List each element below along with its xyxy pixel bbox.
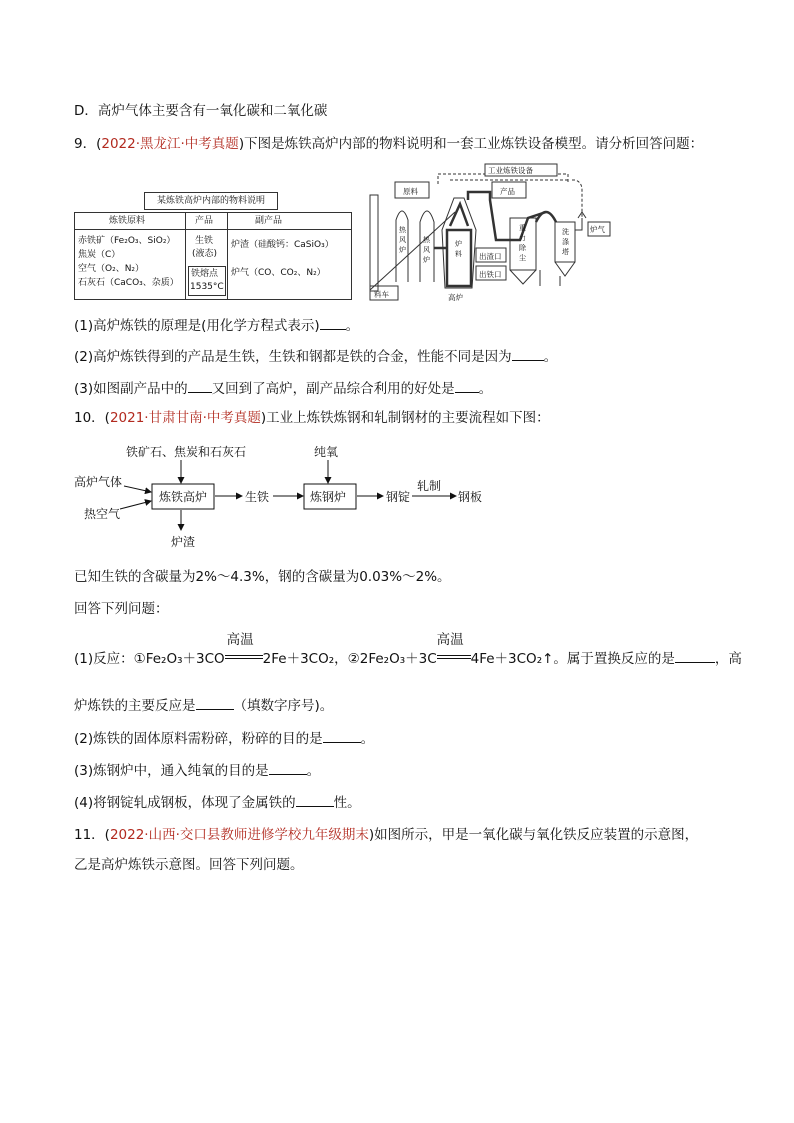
- raw-item: 赤铁矿（Fe₂O₃、SiO₂）: [78, 236, 176, 246]
- q9-stem: [74, 135, 703, 153]
- q9-sub2-end: 。: [543, 349, 558, 365]
- washing-tower-label: 洗涤塔: [562, 228, 569, 256]
- raw-item: 空气（O₂、N₂）: [78, 264, 145, 274]
- byproduct-item: 炉渣（硅酸钙：CaSiO₃）: [231, 240, 334, 250]
- charging-car-label: 料车: [374, 290, 389, 299]
- answer-blank[interactable]: [675, 648, 715, 663]
- q9-number: 9．(: [74, 136, 102, 152]
- melting-point-label: 铁熔点: [191, 269, 219, 279]
- answer-blank[interactable]: [188, 378, 212, 393]
- flow-rolling: 轧制: [417, 479, 442, 493]
- product-item: 生铁: [195, 236, 214, 246]
- flow-pure-oxygen: 纯氧: [314, 445, 339, 459]
- q9-sub1-text: (1)高炉炼铁的原理是(用化学方程式表示): [74, 318, 320, 334]
- q10-number: 10．(: [74, 410, 110, 426]
- furnace-charge-label: 炉料: [455, 240, 462, 258]
- flow-ingot: 钢锭: [386, 490, 411, 504]
- table-header-byproduct: 副产品: [255, 216, 283, 226]
- q10-sub2-end: 。: [360, 731, 375, 747]
- raw-item: 焦炭（C）: [78, 250, 121, 260]
- q10-sub3-end: 。: [306, 763, 321, 779]
- flow-plate: 钢板: [458, 490, 483, 504]
- byproduct-item: 炉气（CO、CO₂、N₂）: [231, 268, 326, 278]
- q9-sub2-text: (2)高炉炼铁得到的产品是生铁，生铁和钢都是铁的合金，性能不同是因为: [74, 349, 512, 365]
- q10-sub1-line2-end: （填数字序号)。: [233, 698, 334, 714]
- q10-known: 已知生铁的含碳量为2%～4.3%，钢的含碳量为0.03%～2%。: [74, 569, 451, 585]
- answer-blank[interactable]: [323, 728, 361, 743]
- raw-item: 石灰石（CaCO₃、杂质）: [78, 278, 179, 288]
- q11-stem-text: )如图所示，甲是一氧化碳与氧化铁反应装置的示意图，: [368, 827, 699, 843]
- q10-sub4-end: 性。: [333, 795, 361, 811]
- q11-line2: 乙是高炉炼铁示意图。回答下列问题。: [74, 857, 304, 873]
- q10-sub4-text: (4)将钢锭轧成钢板，体现了金属铁的: [74, 795, 296, 811]
- q10-flow-diagram: [70, 438, 500, 554]
- table-header-product: 产品: [195, 216, 214, 226]
- q10-sub1-prefix: (1)反应：①Fe₂O₃＋3CO: [74, 651, 225, 667]
- answer-blank[interactable]: [512, 346, 544, 361]
- q10-sub1-r1: 2Fe＋3CO₂，②2Fe₂O₃＋3C: [262, 651, 437, 667]
- gravity-dust-label: 重力除尘: [519, 224, 526, 262]
- answer-blank[interactable]: [296, 792, 334, 807]
- q10-sub3: [74, 760, 320, 780]
- melting-point-value: 1535°C: [190, 282, 224, 292]
- flow-steel-furnace: 炼钢炉: [310, 490, 347, 504]
- flow-slag: 炉渣: [171, 535, 196, 549]
- hot-stove-2-label: 热风炉: [423, 236, 430, 264]
- q10-stem-text: )工业上炼铁炼钢和轧制钢材的主要流程如下图：: [260, 410, 550, 426]
- furnace-gas-label: 炉气: [590, 225, 605, 234]
- q11-number: 11．(: [74, 827, 110, 843]
- answer-blank[interactable]: [269, 760, 307, 775]
- answer-blank[interactable]: [196, 695, 234, 710]
- q10-sub2: [74, 728, 374, 748]
- flow-blast-furnace: 炼铁高炉: [159, 490, 208, 504]
- q9-sub1-end: 。: [345, 318, 360, 334]
- q9-sub3-text-b: 又回到了高炉，副产品综合利用的好处是: [211, 381, 455, 397]
- q9-equipment-diagram: [350, 160, 730, 305]
- q9-sub3-end: 。: [478, 381, 493, 397]
- q10-stem: [74, 409, 550, 427]
- flow-inputs-top: 铁矿石、焦炭和石灰石: [126, 445, 247, 459]
- option-d: D．高炉气体主要含有一氧化碳和二氧化碳: [74, 103, 328, 119]
- q10-sub1: [74, 632, 742, 668]
- flow-pig-iron: 生铁: [245, 490, 270, 504]
- reaction-condition: 高温: [226, 632, 254, 648]
- q11-stem: [74, 826, 698, 844]
- q9-table-caption: 某炼铁高炉内部的物料说明: [144, 192, 278, 210]
- q10-answer-prompt: 回答下列问题：: [74, 601, 169, 617]
- raw-material-label: 原料: [403, 187, 418, 196]
- q9-sub1: [74, 315, 359, 335]
- product-item: (液态): [192, 249, 218, 259]
- reaction-condition: 高温: [436, 632, 464, 648]
- flow-hot-air: 热空气: [84, 507, 121, 521]
- q11-source: 2022·山西·交口县教师进修学校九年级期末: [109, 827, 369, 843]
- q9-source: 2022·黑龙江·中考真题: [101, 136, 239, 152]
- q9-stem-text: )下图是炼铁高炉内部的物料说明和一套工业炼铁设备模型。请分析回答问题：: [238, 136, 704, 152]
- q10-sub1-line2-text: 炉炼铁的主要反应是: [74, 698, 196, 714]
- q9-sub3: [74, 378, 492, 398]
- q9-sub3-text-a: (3)如图副产品中的: [74, 381, 188, 397]
- q10-sub4: [74, 792, 361, 812]
- q10-sub1-r2: 4Fe＋3CO₂↑。属于置换反应的是: [470, 651, 675, 667]
- table-header-raw: 炼铁原料: [109, 216, 146, 226]
- q9-sub2: [74, 346, 557, 366]
- q10-sub2-text: (2)炼铁的固体原料需粉碎，粉碎的目的是: [74, 731, 323, 747]
- product-label: 产品: [500, 187, 515, 196]
- blast-furnace-label: 高炉: [448, 293, 463, 302]
- q10-sub3-text: (3)炼钢炉中，通入纯氧的目的是: [74, 763, 269, 779]
- reaction-arrow-2: [436, 632, 471, 663]
- hot-stove-1-label: 热风炉: [399, 226, 406, 254]
- q9-material-table: [74, 212, 352, 300]
- equipment-title: 工业炼铁设备: [488, 166, 533, 175]
- q10-sub1-tail: ，高: [714, 651, 742, 667]
- slag-outlet-label: 出渣口: [479, 252, 502, 261]
- q10-sub1-line2: [74, 695, 333, 715]
- answer-blank[interactable]: [455, 378, 479, 393]
- reaction-arrow-1: [225, 632, 263, 663]
- iron-outlet-label: 出铁口: [479, 270, 502, 279]
- answer-blank[interactable]: [320, 315, 346, 330]
- flow-gas-in: 高炉气体: [74, 475, 123, 489]
- q10-source: 2021·甘肃甘南·中考真题: [109, 410, 261, 426]
